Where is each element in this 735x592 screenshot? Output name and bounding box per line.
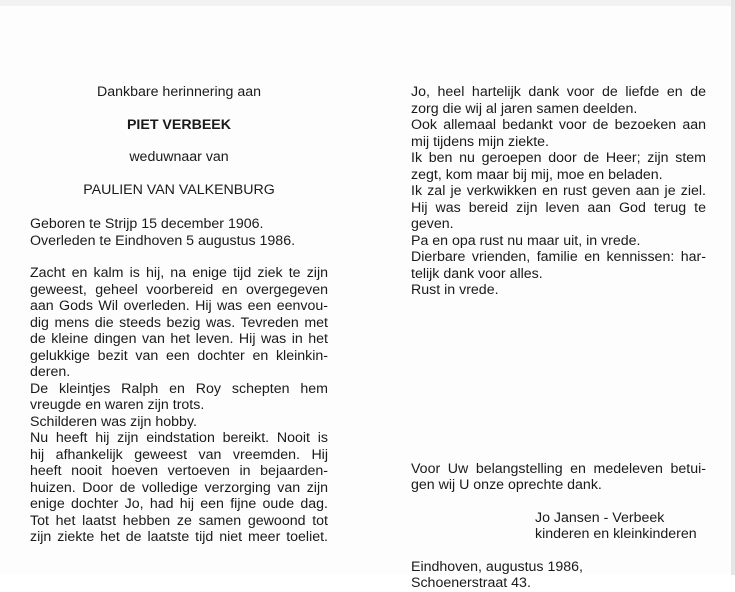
place-date: Eindhoven, augustus 1986, [411,558,583,575]
left-column [30,84,328,546]
signature-name: Jo Jansen - Verbeek [535,509,665,526]
dates-block [30,216,328,249]
eulogy-line: hij afhankelijk geweest van vreemden. Hij [30,446,328,463]
signature-family: kinderen en kleinkinderen [535,526,697,542]
farewell-text [411,84,706,299]
eulogy-line: Tot het laatst hebben ze samen gewoond tot [30,512,328,529]
farewell-line: Jo, heel hartelijk dank voor de liefde en de [411,84,706,100]
card-top-edge [0,0,735,6]
thanks-text [411,461,706,494]
eulogy-line: vreugde en waren zijn trots. [30,397,205,413]
signature-block [411,510,706,543]
eulogy-line: De kleintjes Ralph en Roy schepten hem [30,380,328,397]
eulogy-line: de kleine dingen van het leven. Hij was in het [30,331,328,347]
eulogy-line: Zacht en kalm is hij, na enige tijd ziek te zijn [30,265,328,281]
address: Schoenerstraat 43. [411,575,531,591]
eulogy-line: dig mens die steeds bezig was. Tevreden met [30,314,328,331]
place-date-block [411,559,706,592]
death-line: Overleden te Eindhoven 5 augustus 1986. [30,232,296,249]
farewell-line: Hij was bereid zijn leven aan God terug te [411,199,706,216]
eulogy-line: huizen. Door de volledige verzorging van zijn [30,479,328,496]
eulogy-line: aan Gods Wil overleden. Hij was een eenvou- [30,298,328,314]
eulogy-line: Schilderen was zijn hobby. [30,413,197,430]
relation-text: weduwnaar van [129,149,229,165]
spouse-name: PAULIEN VAN VALKENBURG [83,181,275,198]
eulogy-line: enige dochter Jo, had hij een fijne oude dag. [30,496,328,512]
farewell-line: zegt, kom maar bij mij, moe en beladen. [411,166,663,183]
eulogy-line: Nu heeft hij zijn eindstation bereikt. Nooit is [30,430,328,446]
thanks-line: Voor Uw belangstelling en medeleven betui- [411,460,706,477]
eulogy-text [30,265,328,546]
farewell-line: Rust in vrede. [411,282,499,298]
farewell-line: Ik ben nu geroepen door de Heer; zijn stem [411,150,706,166]
intro-text: Dankbare herinnering aan [96,84,262,100]
farewell-line: telijk dank voor alles. [411,265,543,282]
eulogy-line: zijn ziekte het de laatste tijd niet meer toeliet. [30,529,328,545]
farewell-line: geven. [411,216,454,232]
eulogy-line: heeft nooit hoeven vertoeven in bejaarden- [30,463,328,479]
right-column [411,84,706,592]
card-right-edge [731,0,735,575]
farewell-line: Dierbare vrienden, familie en kennissen: har- [411,249,706,265]
eulogy-line: geweest, geheel voorbereid en overgegeven [30,281,328,298]
farewell-line: mij tijdens mijn ziekte. [411,133,549,150]
farewell-line: Ik zal je verkwikken en rust geven aan je ziel. [411,183,706,199]
birth-line: Geboren te Strijp 15 december 1906. [30,216,264,232]
eulogy-line: deren. [30,364,71,380]
farewell-line: Pa en opa rust nu maar uit, in vrede. [411,232,641,249]
thanks-line: gen wij U onze oprechte dank. [411,477,602,493]
farewell-line: zorg die wij al jaren samen deelden. [411,100,638,117]
deceased-name: PIET VERBEEK [126,116,232,133]
eulogy-line: gelukkige bezit van een dochter en kleinkin- [30,347,328,364]
farewell-line: Ook allemaal bedankt voor de bezoeken aan [411,117,706,133]
